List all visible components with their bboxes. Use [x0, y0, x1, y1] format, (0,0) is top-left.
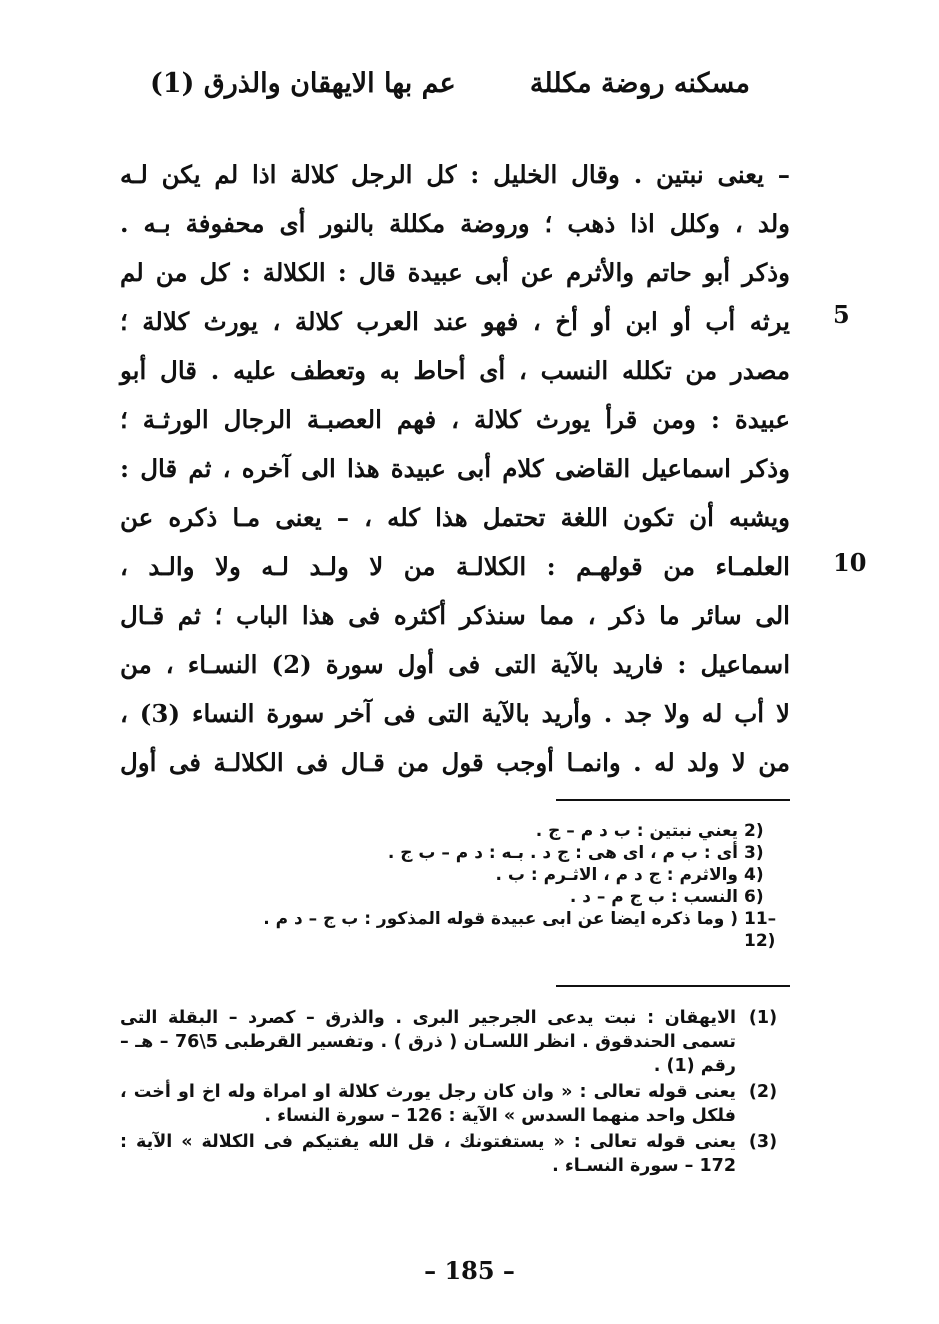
- note-entry: [120, 1006, 790, 1078]
- note-number: (2): [748, 1082, 778, 1102]
- apparatus-divider: [556, 799, 790, 801]
- text-line: اسماعيل : فاريد بالآية التى فى أول سورة (2) النسـاء ، من: [120, 650, 791, 679]
- apparatus-entry: [120, 820, 790, 842]
- apparatus-text: يعني نبتين : ب د م – ج .: [535, 821, 738, 841]
- note-entry: [120, 1080, 790, 1128]
- line-number: 5: [833, 300, 850, 329]
- apparatus-text: النسب : ب ج م – د .: [569, 887, 738, 907]
- note-number: (1): [748, 1008, 778, 1028]
- apparatus-text: والاثرم : ج د م ، الاثـرم : ب .: [495, 865, 738, 885]
- main-text: [120, 150, 790, 787]
- note-text: يعنى قوله تعالى : « وان كان رجل يورث كلالة او امراة وله اخ او أخت ، فلكل واحد منهما السدس » الآية : 126 – سورة النساء .: [120, 1082, 736, 1126]
- text-line: مصدر من تكلله النسب ، أى أحاط به وتعطف عليه . قال أبو: [120, 356, 790, 385]
- apparatus-text: أى : ب م ، اى هى : ج د . بـه : د م – ب ج .: [387, 843, 738, 863]
- running-header: [150, 68, 750, 99]
- text-line: وذكر أبو حاتم والأثرم عن أبى عبيدة قال : الكلالة : كل من لم: [120, 258, 790, 287]
- note-text: يعنى قوله تعالى : « يستفتونك ، قل الله يفتيكم فى الكلالة » الآية : 172 – سورة النسـاء .: [120, 1132, 736, 1176]
- page-number: – 185 –: [424, 1256, 515, 1285]
- text-line: الى سائر ما ذكر ، مما سنذكر أكثره فى هذا الباب ؛ ثم قـال: [120, 601, 790, 630]
- header-right-title: مسكنه روضة مكللة: [529, 68, 750, 99]
- text-line: – يعنى نبتين . وقال الخليل : كل الرجل كلالة اذا لم يكن لـه: [120, 160, 790, 189]
- line-number: 10: [833, 548, 867, 577]
- text-line: العلمـاء من قولهـم : الكلالـة من لا ولـد لـه ولا والـد ،: [120, 552, 790, 581]
- text-line: من لا ولد له . وانمـا أوجب قول من قـال فى الكلالـة فى أول: [120, 748, 790, 777]
- note-number: (3): [748, 1132, 778, 1152]
- apparatus-entry: [120, 842, 790, 864]
- apparatus-number: 4): [744, 865, 764, 885]
- apparatus-entry: [120, 864, 790, 886]
- text-line: يرثه أب أو ابن أو أخ ، فهو عند العرب كلالة ، يورث كلالة ؛: [120, 307, 790, 336]
- apparatus-number: 3): [744, 843, 764, 863]
- header-left-title: عم بها الايهقان والذرق (1): [150, 68, 456, 99]
- explanatory-notes: [120, 1006, 790, 1180]
- text-line: وذكر اسماعيل القاضى كلام أبى عبيدة هذا الى آخره ، ثم قال :: [120, 454, 790, 483]
- note-text: الايهقان : نبت يدعى الجرجير البرى . والذرق – كصرد – البقلة التى تسمى الحندقوق . انظر اللسـان ( ذرق ) . وتفسير القرطبى 5\76 – هـ – رقم (1) .: [120, 1008, 736, 1076]
- apparatus-number: 2): [744, 821, 764, 841]
- text-line: ويشبه أن تكون اللغة تحتمل هذا كله ، – يعنى مـا ذكره عن: [120, 503, 790, 532]
- apparatus-number: 6): [744, 887, 764, 907]
- notes-divider: [556, 985, 790, 987]
- apparatus-text: ( وما ذكره ايضا عن ابى عبيدة قوله المذكور : ب ج – د م .: [263, 909, 738, 929]
- apparatus-entry: [120, 908, 790, 952]
- note-entry: [120, 1130, 790, 1178]
- apparatus-number: 11–12): [744, 909, 777, 951]
- apparatus-entry: [120, 886, 790, 908]
- critical-apparatus: [120, 820, 790, 952]
- text-line: ولد ، وكلل اذا ذهب ؛ وروضة مكللة بالنور أى محفوفة بـه .: [120, 209, 790, 238]
- text-line: عبيدة : ومن قرأ يورث كلالة ، فهم العصبـة الرجال الورثـة ؛: [120, 405, 790, 434]
- text-line: لا أب له ولا جد . وأريد بالآية التى فى آخر سورة النساء (3) ،: [120, 699, 790, 728]
